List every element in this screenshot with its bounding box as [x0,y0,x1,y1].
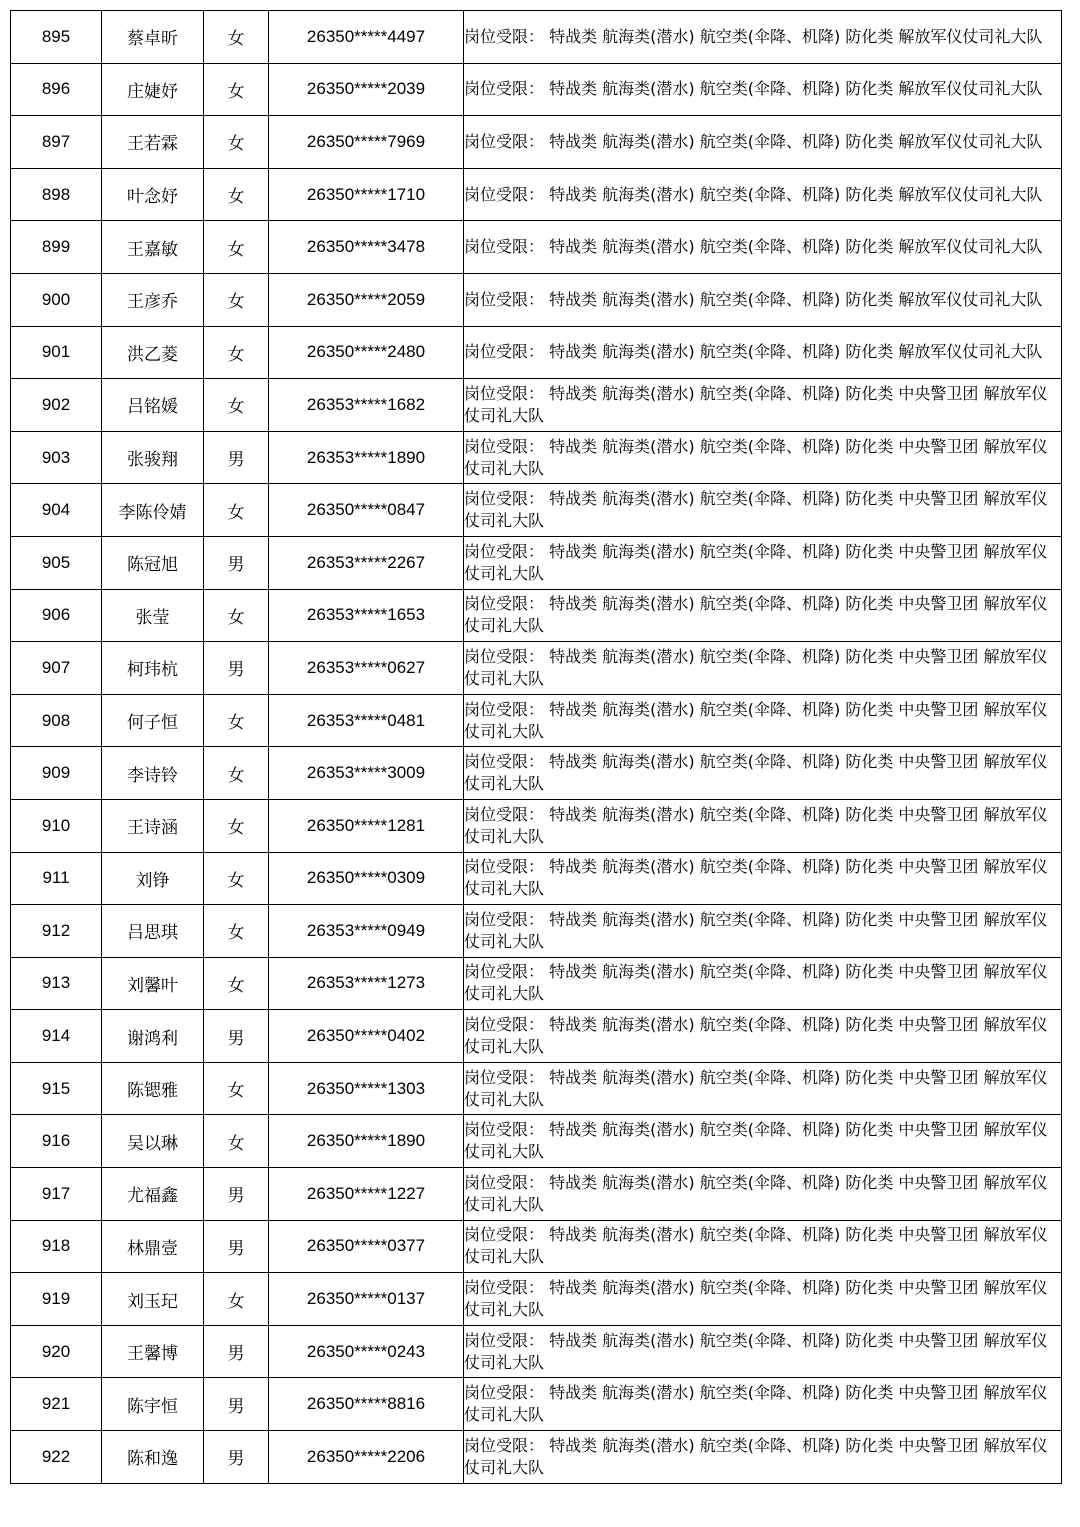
person-name: 陈锶雅 [102,1062,204,1115]
row-number: 904 [11,484,102,537]
restriction-note: 岗位受限： 特战类 航海类(潜水) 航空类(伞降、机降) 防化类 中央警卫团 解放军仪仗司礼大队 [464,1220,1062,1273]
row-number: 901 [11,326,102,379]
row-number: 913 [11,957,102,1010]
row-number: 917 [11,1168,102,1221]
gender: 女 [204,379,269,432]
id-number: 26353*****0949 [269,905,464,958]
person-name: 张莹 [102,589,204,642]
id-number: 26353*****1890 [269,431,464,484]
row-number: 921 [11,1378,102,1431]
table-row [11,694,1062,747]
id-number: 26350*****7969 [269,116,464,169]
gender: 女 [204,799,269,852]
restriction-note: 岗位受限： 特战类 航海类(潜水) 航空类(伞降、机降) 防化类 中央警卫团 解放军仪仗司礼大队 [464,1062,1062,1115]
person-name: 吕思琪 [102,905,204,958]
table-row [11,1378,1062,1431]
row-number: 903 [11,431,102,484]
row-number: 911 [11,852,102,905]
row-number: 908 [11,694,102,747]
table-row [11,1115,1062,1168]
row-number: 915 [11,1062,102,1115]
gender: 女 [204,852,269,905]
table-row [11,1273,1062,1326]
row-number: 922 [11,1431,102,1484]
person-name: 蔡卓昕 [102,11,204,64]
person-name: 吕铭媛 [102,379,204,432]
table-row [11,957,1062,1010]
id-number: 26350*****2480 [269,326,464,379]
restriction-note: 岗位受限： 特战类 航海类(潜水) 航空类(伞降、机降) 防化类 解放军仪仗司礼大队 [464,273,1062,326]
person-name: 王彦乔 [102,273,204,326]
restriction-note: 岗位受限： 特战类 航海类(潜水) 航空类(伞降、机降) 防化类 解放军仪仗司礼大队 [464,116,1062,169]
id-number: 26350*****0137 [269,1273,464,1326]
row-number: 912 [11,905,102,958]
id-number: 26350*****3478 [269,221,464,274]
row-number: 905 [11,536,102,589]
gender: 女 [204,1115,269,1168]
person-name: 刘铮 [102,852,204,905]
gender: 男 [204,1431,269,1484]
id-number: 26350*****2059 [269,273,464,326]
person-name: 王诗涵 [102,799,204,852]
row-number: 918 [11,1220,102,1273]
gender: 女 [204,484,269,537]
id-number: 26353*****1682 [269,379,464,432]
restriction-note: 岗位受限： 特战类 航海类(潜水) 航空类(伞降、机降) 防化类 中央警卫团 解放军仪仗司礼大队 [464,1431,1062,1484]
table-row [11,747,1062,800]
id-number: 26353*****0627 [269,642,464,695]
gender: 女 [204,168,269,221]
restriction-note: 岗位受限： 特战类 航海类(潜水) 航空类(伞降、机降) 防化类 中央警卫团 解放军仪仗司礼大队 [464,694,1062,747]
id-number: 26353*****3009 [269,747,464,800]
person-name: 张骏翔 [102,431,204,484]
restriction-note: 岗位受限： 特战类 航海类(潜水) 航空类(伞降、机降) 防化类 中央警卫团 解放军仪仗司礼大队 [464,1325,1062,1378]
table-row [11,63,1062,116]
person-name: 吴以琳 [102,1115,204,1168]
restriction-note: 岗位受限： 特战类 航海类(潜水) 航空类(伞降、机降) 防化类 中央警卫团 解放军仪仗司礼大队 [464,905,1062,958]
person-name: 尤福鑫 [102,1168,204,1221]
gender: 男 [204,431,269,484]
id-number: 26350*****1227 [269,1168,464,1221]
id-number: 26350*****0847 [269,484,464,537]
row-number: 902 [11,379,102,432]
person-name: 王馨博 [102,1325,204,1378]
gender: 男 [204,1378,269,1431]
restriction-note: 岗位受限： 特战类 航海类(潜水) 航空类(伞降、机降) 防化类 中央警卫团 解放军仪仗司礼大队 [464,589,1062,642]
restriction-note: 岗位受限： 特战类 航海类(潜水) 航空类(伞降、机降) 防化类 中央警卫团 解放军仪仗司礼大队 [464,431,1062,484]
row-number: 895 [11,11,102,64]
id-number: 26350*****0309 [269,852,464,905]
restriction-note: 岗位受限： 特战类 航海类(潜水) 航空类(伞降、机降) 防化类 中央警卫团 解放军仪仗司礼大队 [464,1010,1062,1063]
table-row [11,1168,1062,1221]
id-number: 26353*****2267 [269,536,464,589]
gender: 女 [204,747,269,800]
person-name: 李陈伶婧 [102,484,204,537]
table-row [11,642,1062,695]
gender: 女 [204,1273,269,1326]
person-name: 王嘉敏 [102,221,204,274]
gender: 男 [204,1010,269,1063]
gender: 男 [204,642,269,695]
person-name: 王若霖 [102,116,204,169]
id-number: 26350*****0243 [269,1325,464,1378]
gender: 女 [204,116,269,169]
person-name: 陈宇恒 [102,1378,204,1431]
restriction-note: 岗位受限： 特战类 航海类(潜水) 航空类(伞降、机降) 防化类 解放军仪仗司礼大队 [464,326,1062,379]
table-row [11,1220,1062,1273]
person-name: 陈冠旭 [102,536,204,589]
restriction-note: 岗位受限： 特战类 航海类(潜水) 航空类(伞降、机降) 防化类 中央警卫团 解放军仪仗司礼大队 [464,747,1062,800]
row-number: 900 [11,273,102,326]
table-row [11,1062,1062,1115]
id-number: 26350*****8816 [269,1378,464,1431]
table-row [11,589,1062,642]
restriction-note: 岗位受限： 特战类 航海类(潜水) 航空类(伞降、机降) 防化类 中央警卫团 解放军仪仗司礼大队 [464,1168,1062,1221]
id-number: 26350*****0377 [269,1220,464,1273]
restriction-note: 岗位受限： 特战类 航海类(潜水) 航空类(伞降、机降) 防化类 中央警卫团 解放军仪仗司礼大队 [464,957,1062,1010]
table-row [11,326,1062,379]
id-number: 26350*****1303 [269,1062,464,1115]
person-name: 刘馨叶 [102,957,204,1010]
table-row [11,431,1062,484]
row-number: 906 [11,589,102,642]
restriction-note: 岗位受限： 特战类 航海类(潜水) 航空类(伞降、机降) 防化类 解放军仪仗司礼大队 [464,168,1062,221]
gender: 女 [204,589,269,642]
person-name: 林鼎壹 [102,1220,204,1273]
id-number: 26353*****0481 [269,694,464,747]
row-number: 920 [11,1325,102,1378]
table-row [11,536,1062,589]
id-number: 26350*****0402 [269,1010,464,1063]
person-name: 刘玉玘 [102,1273,204,1326]
restriction-note: 岗位受限： 特战类 航海类(潜水) 航空类(伞降、机降) 防化类 中央警卫团 解放军仪仗司礼大队 [464,799,1062,852]
restriction-note: 岗位受限： 特战类 航海类(潜水) 航空类(伞降、机降) 防化类 中央警卫团 解放军仪仗司礼大队 [464,1273,1062,1326]
gender: 女 [204,957,269,1010]
table-row [11,1010,1062,1063]
table-row [11,905,1062,958]
gender: 女 [204,221,269,274]
id-number: 26350*****2039 [269,63,464,116]
restriction-note: 岗位受限： 特战类 航海类(潜水) 航空类(伞降、机降) 防化类 中央警卫团 解放军仪仗司礼大队 [464,379,1062,432]
gender: 女 [204,1062,269,1115]
gender: 女 [204,11,269,64]
restriction-note: 岗位受限： 特战类 航海类(潜水) 航空类(伞降、机降) 防化类 解放军仪仗司礼大队 [464,11,1062,64]
row-number: 909 [11,747,102,800]
row-number: 897 [11,116,102,169]
gender: 女 [204,905,269,958]
id-number: 26353*****1273 [269,957,464,1010]
id-number: 26350*****1890 [269,1115,464,1168]
gender: 男 [204,1220,269,1273]
restriction-note: 岗位受限： 特战类 航海类(潜水) 航空类(伞降、机降) 防化类 中央警卫团 解放军仪仗司礼大队 [464,1115,1062,1168]
table-row [11,799,1062,852]
row-number: 919 [11,1273,102,1326]
gender: 女 [204,63,269,116]
table-row [11,1431,1062,1484]
person-name: 何子恒 [102,694,204,747]
restriction-note: 岗位受限： 特战类 航海类(潜水) 航空类(伞降、机降) 防化类 解放军仪仗司礼大队 [464,221,1062,274]
roster-body [11,11,1062,1484]
restriction-note: 岗位受限： 特战类 航海类(潜水) 航空类(伞降、机降) 防化类 中央警卫团 解放军仪仗司礼大队 [464,536,1062,589]
table-row [11,852,1062,905]
restriction-note: 岗位受限： 特战类 航海类(潜水) 航空类(伞降、机降) 防化类 中央警卫团 解放军仪仗司礼大队 [464,1378,1062,1431]
person-name: 庄婕妤 [102,63,204,116]
row-number: 916 [11,1115,102,1168]
table-row [11,484,1062,537]
gender: 男 [204,1325,269,1378]
person-name: 洪乙菱 [102,326,204,379]
id-number: 26350*****2206 [269,1431,464,1484]
restriction-note: 岗位受限： 特战类 航海类(潜水) 航空类(伞降、机降) 防化类 中央警卫团 解放军仪仗司礼大队 [464,484,1062,537]
roster-table [10,10,1062,1484]
table-row [11,11,1062,64]
restriction-note: 岗位受限： 特战类 航海类(潜水) 航空类(伞降、机降) 防化类 中央警卫团 解放军仪仗司礼大队 [464,642,1062,695]
table-row [11,116,1062,169]
row-number: 899 [11,221,102,274]
restriction-note: 岗位受限： 特战类 航海类(潜水) 航空类(伞降、机降) 防化类 中央警卫团 解放军仪仗司礼大队 [464,852,1062,905]
table-row [11,168,1062,221]
person-name: 谢鸿利 [102,1010,204,1063]
person-name: 陈和逸 [102,1431,204,1484]
row-number: 907 [11,642,102,695]
row-number: 914 [11,1010,102,1063]
gender: 女 [204,694,269,747]
gender: 女 [204,273,269,326]
table-row [11,221,1062,274]
gender: 男 [204,1168,269,1221]
table-row [11,273,1062,326]
table-row [11,379,1062,432]
person-name: 李诗铃 [102,747,204,800]
row-number: 898 [11,168,102,221]
id-number: 26353*****1653 [269,589,464,642]
id-number: 26350*****1281 [269,799,464,852]
id-number: 26350*****1710 [269,168,464,221]
gender: 男 [204,536,269,589]
person-name: 叶念妤 [102,168,204,221]
row-number: 896 [11,63,102,116]
person-name: 柯玮杭 [102,642,204,695]
table-row [11,1325,1062,1378]
restriction-note: 岗位受限： 特战类 航海类(潜水) 航空类(伞降、机降) 防化类 解放军仪仗司礼大队 [464,63,1062,116]
id-number: 26350*****4497 [269,11,464,64]
gender: 女 [204,326,269,379]
row-number: 910 [11,799,102,852]
